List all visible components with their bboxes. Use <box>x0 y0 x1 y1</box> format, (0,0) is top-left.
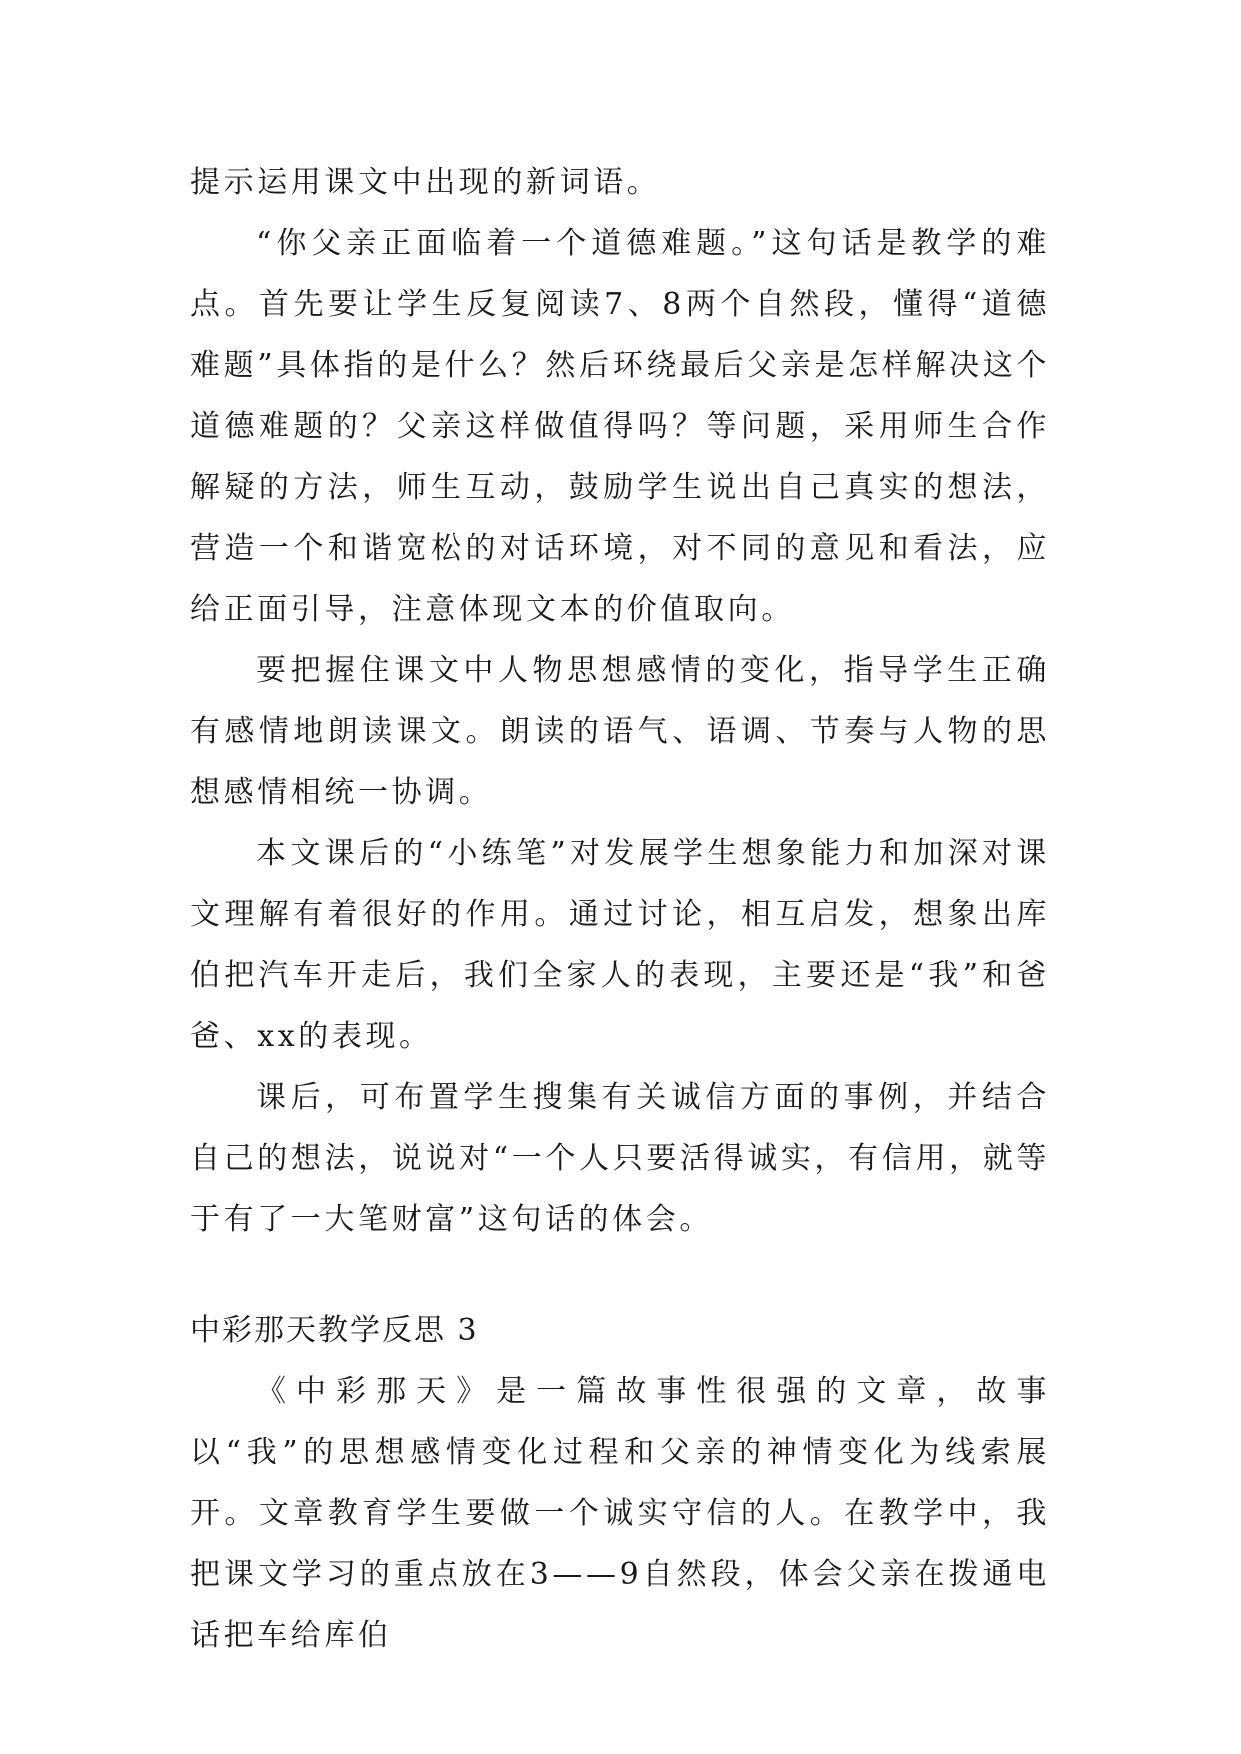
paragraph-reading-aloud: 要把握住课文中人物思想感情的变化，指导学生正确有感情地朗读课文。朗读的语气、语调、节奏与人物的思想感情相统一协调。 <box>190 653 1050 810</box>
section-title: 中彩那天教学反思 3 <box>190 1313 479 1348</box>
paragraph-reflection-intro: 《中彩那天》是一篇故事性很强的文章，故事以“我”的思想感情变化过程和父亲的神情变化为线索展开。文章教育学生要做一个诚实守信的人。在教学中，我把课文学习的重点放在3——9自然段，体会父亲在拨通电话把车给库伯 <box>190 1374 1050 1653</box>
paragraph-continuation: 提示运用课文中出现的新词语。 <box>190 165 661 200</box>
document-body <box>190 152 1050 1666</box>
paragraph-moral-dilemma: “你父亲正面临着一个道德难题。”这句话是教学的难点。首先要让学生反复阅读7、8两个自然段，懂得“道德难题”具体指的是什么？然后环绕最后父亲是怎样解决这个道德难题的？父亲这样做值得吗？等问题，采用师生合作解疑的方法，师生互动，鼓励学生说出自己真实的想法，营造一个和谐宽松的对话环境，对不同的意见和看法，应给正面引导，注意体现文本的价值取向。 <box>190 226 1050 627</box>
paragraph-writing-practice: 本文课后的“小练笔”对发展学生想象能力和加深对课文理解有着很好的作用。通过讨论，相互启发，想象出库伯把汽车开走后，我们全家人的表现，主要还是“我”和爸爸、xx的表现。 <box>190 836 1050 1054</box>
paragraph-after-class: 课后，可布置学生搜集有关诚信方面的事例，并结合自己的想法，说说对“一个人只要活得诚实，有信用，就等于有了一大笔财富”这句话的体会。 <box>190 1080 1050 1237</box>
